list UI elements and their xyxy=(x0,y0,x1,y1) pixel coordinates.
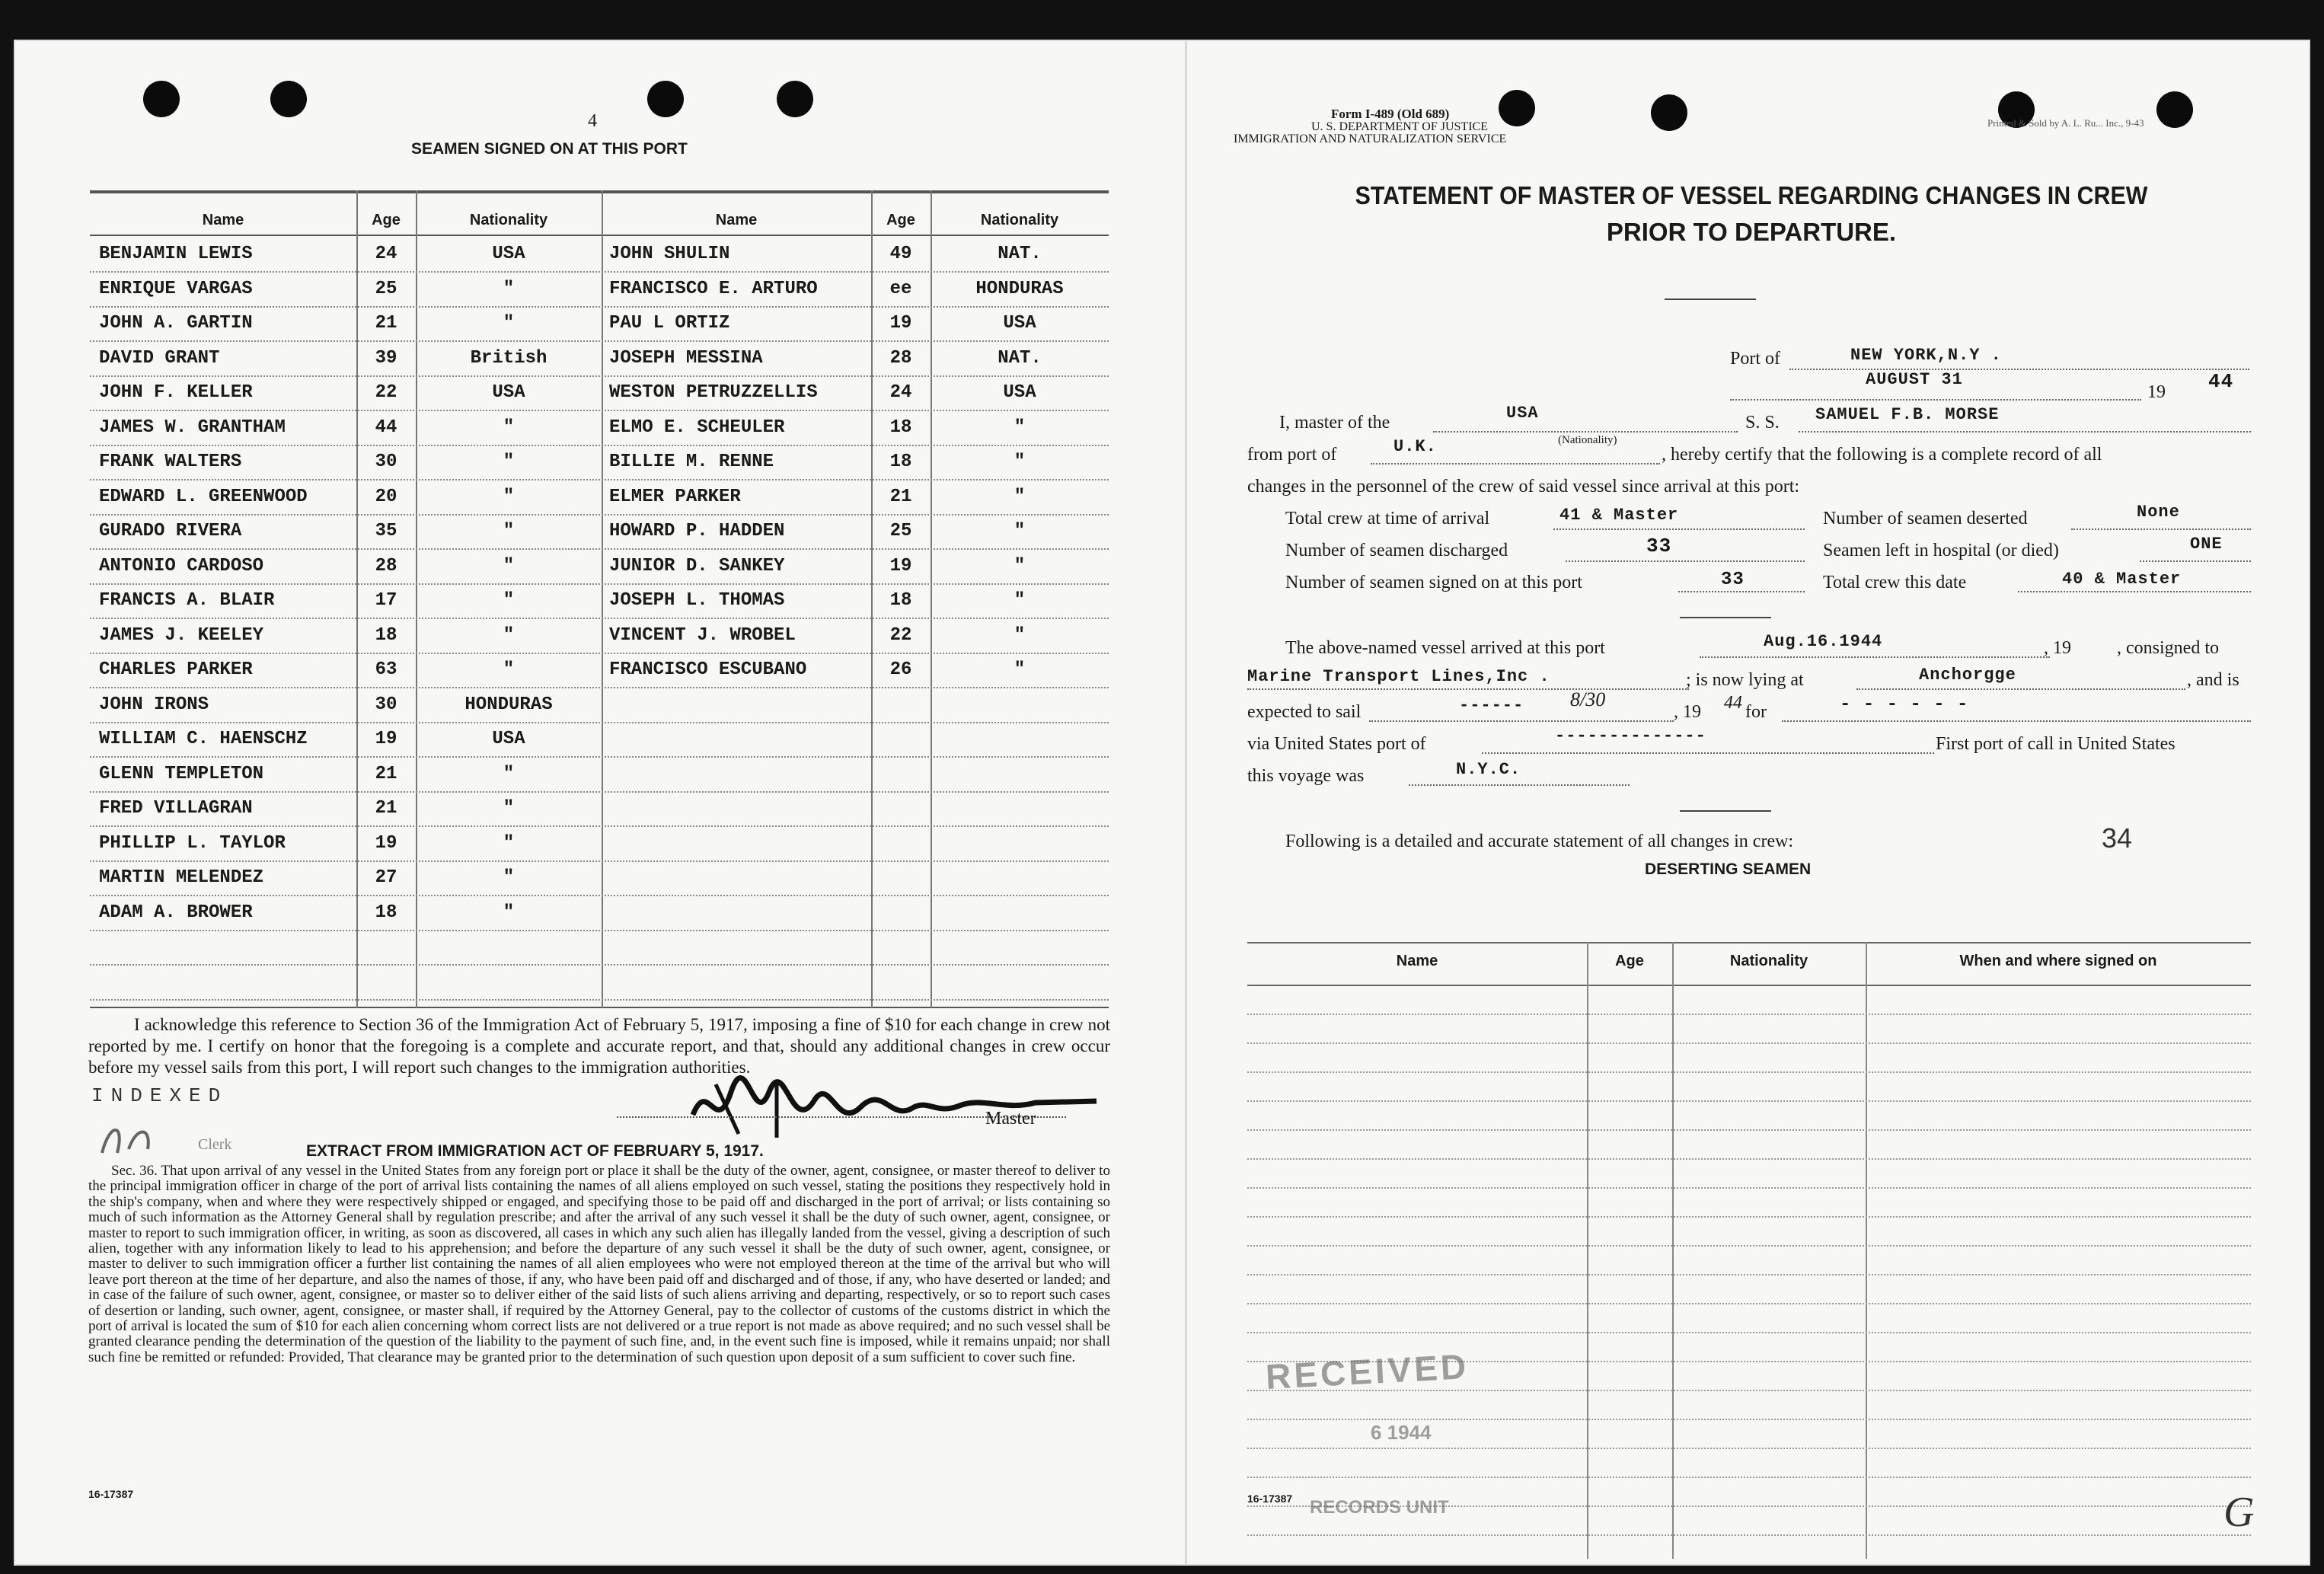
table-row xyxy=(90,827,1109,862)
form-number: Form I-489 (Old 689) xyxy=(1331,107,1450,121)
table-row xyxy=(90,515,1109,550)
seaman-age: 22 xyxy=(889,624,912,646)
seaman-name: ENRIQUE VARGAS xyxy=(99,278,253,299)
clerk-mark: Clerk xyxy=(198,1136,232,1153)
voyage-underline xyxy=(1409,784,1630,786)
seaman-age: 18 xyxy=(889,452,912,472)
consignee-value: Marine Transport Lines,Inc . xyxy=(1247,667,1550,686)
received-date-stamp: 6 1944 xyxy=(1371,1421,1432,1444)
date-underline xyxy=(1730,399,2141,401)
table-row xyxy=(90,619,1109,654)
seaman-nationality: " xyxy=(1014,417,1026,438)
table-row xyxy=(90,688,1109,723)
table-row xyxy=(90,931,1109,966)
blank-row-rule xyxy=(1247,1448,2251,1449)
clerk-handwriting xyxy=(94,1115,163,1161)
seaman-name: PAU L ORTIZ xyxy=(609,313,730,334)
document-sheet xyxy=(14,40,2310,1566)
lying-underline xyxy=(1856,688,2185,690)
header-name: Name xyxy=(202,212,244,228)
department: U. S. DEPARTMENT OF JUSTICE xyxy=(1311,120,1488,133)
page-number: 4 xyxy=(588,111,597,131)
master-of-label: I, master of the xyxy=(1279,413,1390,433)
seaman-nationality: " xyxy=(503,555,515,576)
blank-row-rule xyxy=(1247,1071,2251,1073)
voyage-label: this voyage was xyxy=(1247,766,1365,786)
seaman-name: ELMER PARKER xyxy=(609,486,741,507)
seaman-age: 19 xyxy=(375,729,397,749)
year-prefix: 19 xyxy=(2147,382,2166,402)
blank-row-rule xyxy=(1247,1158,2251,1160)
arrival-underline xyxy=(1553,528,1805,530)
first-port-label: First port of call in United States xyxy=(1936,734,2176,754)
seaman-age: 49 xyxy=(889,244,912,264)
seaman-age: 24 xyxy=(889,382,912,403)
table-row xyxy=(90,861,1109,896)
seaman-age: 44 xyxy=(375,417,397,438)
left-page-title: SEAMEN SIGNED ON AT THIS PORT xyxy=(411,140,688,158)
seaman-age: 21 xyxy=(375,798,397,819)
for-underline xyxy=(1782,720,2251,722)
total-crew-arrival-value: 41 & Master xyxy=(1559,506,1679,525)
blank-row-rule xyxy=(1247,1042,2251,1044)
seaman-nationality: USA xyxy=(1003,382,1036,403)
seaman-nationality: " xyxy=(1014,486,1026,507)
port-underline xyxy=(1789,369,2249,370)
blank-row-rule xyxy=(1247,1274,2251,1275)
table-row xyxy=(90,966,1109,1001)
expected-underline xyxy=(1369,720,1674,722)
deserting-seamen-table xyxy=(1247,942,2251,1559)
seaman-nationality: HONDURAS xyxy=(464,694,553,715)
blank-row-rule xyxy=(1247,1534,2251,1536)
page-divider xyxy=(1185,41,1187,1564)
certify-text: , hereby certify that the following is a complete record of all xyxy=(1662,445,2102,465)
expected-dash: ------ xyxy=(1459,696,1524,715)
seaman-nationality: USA xyxy=(492,244,525,264)
service: IMMIGRATION AND NATURALIZATION SERVICE xyxy=(1234,132,1507,145)
seaman-age: 19 xyxy=(889,313,912,334)
arrived-year-label: , 19 xyxy=(2044,638,2071,658)
lying-value: Anchorgge xyxy=(1919,666,2016,685)
seaman-age: 27 xyxy=(375,867,397,888)
consignee-underline xyxy=(1247,688,1689,690)
seaman-age: 63 xyxy=(375,659,397,680)
seaman-age: 28 xyxy=(375,555,397,576)
voyage-value: N.Y.C. xyxy=(1456,760,1521,779)
seaman-nationality: " xyxy=(503,902,515,923)
table-row xyxy=(90,411,1109,446)
changes-text: changes in the personnel of the crew of said vessel since arrival at this port: xyxy=(1247,477,1800,496)
hospital-value: ONE xyxy=(2190,535,2223,554)
table-row xyxy=(90,584,1109,619)
blank-row-rule xyxy=(1247,1245,2251,1247)
following-text: Following is a detailed and accurate statement of all changes in crew: xyxy=(1285,832,1794,851)
signed-on-value: 33 xyxy=(1721,570,1745,590)
and-is: , and is xyxy=(2187,670,2239,690)
hospital-underline xyxy=(2140,560,2251,562)
expected-label: expected to sail xyxy=(1247,702,1362,722)
header-name: Name xyxy=(715,212,758,228)
seaman-name: ADAM A. BROWER xyxy=(99,902,253,923)
table-row xyxy=(90,238,1109,273)
acknowledgement-text: I acknowledge this reference to Section 36 of the Immigration Act of February 5, 1917, imposing a fine of $10 for each change in crew not reported by me. I certify on honor that the foregoing is a complete and accurate report, and that, should any additional changes in crew occur before my vessel sails from this port, I will report such changes to the immigration authorities. xyxy=(88,1015,1110,1077)
discharged-value: 33 xyxy=(1646,535,1672,557)
table-row xyxy=(90,653,1109,688)
master-label: Master xyxy=(985,1109,1036,1129)
seaman-nationality: British xyxy=(470,347,547,369)
from-port-underline xyxy=(1371,463,1660,465)
table-row xyxy=(90,723,1109,758)
seaman-nationality: " xyxy=(503,278,515,299)
master-signature xyxy=(685,1069,1112,1153)
seaman-nationality: " xyxy=(503,590,515,611)
seaman-nationality: " xyxy=(503,521,515,541)
seaman-name: JUNIOR D. SANKEY xyxy=(609,555,785,576)
extract-title: EXTRACT FROM IMMIGRATION ACT OF FEBRUARY 5, 1917. xyxy=(306,1142,764,1160)
seaman-age: 30 xyxy=(375,452,397,472)
total-crew-arrival-label: Total crew at time of arrival xyxy=(1285,509,1490,528)
deserted-underline xyxy=(2071,528,2251,530)
seaman-name: JOSEPH MESSINA xyxy=(609,347,763,369)
header-nationality: Nationality xyxy=(980,212,1059,228)
via-value: -------------- xyxy=(1555,726,1706,745)
seaman-nationality: USA xyxy=(492,729,525,749)
blank-row-rule xyxy=(1247,1187,2251,1189)
seaman-age: ee xyxy=(889,278,912,299)
blank-row-rule xyxy=(1247,1014,2251,1015)
seaman-age: 18 xyxy=(375,624,397,646)
arrived-label: The above-named vessel arrived at this port xyxy=(1285,638,1605,658)
seaman-age: 26 xyxy=(889,659,912,680)
table-row xyxy=(90,896,1109,931)
binder-hole xyxy=(1651,94,1687,131)
nationality-note: (Nationality) xyxy=(1558,434,1617,446)
seaman-age: 22 xyxy=(375,382,397,403)
binder-hole xyxy=(1499,90,1535,126)
seaman-name: BENJAMIN LEWIS xyxy=(99,244,253,264)
expected-value: 8/30 xyxy=(1570,688,1606,710)
date-value: AUGUST 31 xyxy=(1866,370,1963,389)
seaman-name: VINCENT J. WROBEL xyxy=(609,624,796,646)
extract-lead: Sec. 36. xyxy=(111,1163,158,1179)
header-nationality: Nationality xyxy=(469,212,548,228)
title-rule xyxy=(1665,299,1756,300)
ship-underline xyxy=(1799,431,2251,433)
seaman-nationality: USA xyxy=(1003,313,1036,334)
records-unit-stamp: RECORDS UNIT xyxy=(1310,1497,1449,1518)
printer-credit: Printed & Sold by A. L. Ru... Inc., 9-43 xyxy=(1987,117,2144,129)
signed-on-label: Number of seamen signed on at this port xyxy=(1285,573,1582,592)
seaman-nationality: " xyxy=(503,659,515,680)
seaman-nationality: " xyxy=(1014,452,1026,472)
seaman-name: JOHN A. GARTIN xyxy=(99,313,253,334)
seaman-name: ANTONIO CARDOSO xyxy=(99,555,264,576)
seaman-name: WILLIAM C. HAENSCHZ xyxy=(99,729,308,749)
seaman-nationality: " xyxy=(503,417,515,438)
nationality-value: USA xyxy=(1506,404,1539,423)
seaman-age: 24 xyxy=(375,244,397,264)
table-row xyxy=(90,342,1109,377)
seaman-name: JAMES W. GRANTHAM xyxy=(99,417,286,438)
section-rule xyxy=(1680,810,1771,812)
seaman-nationality: " xyxy=(503,763,515,784)
for-label: for xyxy=(1745,702,1767,722)
table-row xyxy=(90,758,1109,793)
seaman-nationality: HONDURAS xyxy=(975,278,1064,299)
discharged-label: Number of seamen discharged xyxy=(1285,541,1508,560)
expected-year-label: , 19 xyxy=(1674,702,1701,722)
seaman-name: CHARLES PARKER xyxy=(99,659,253,680)
blank-row-rule xyxy=(1247,1216,2251,1218)
binder-hole xyxy=(777,81,813,117)
seaman-nationality: " xyxy=(1014,659,1026,680)
seamen-signed-on-table xyxy=(90,190,1109,1008)
discharged-underline xyxy=(1566,560,1805,562)
ss-label: S. S. xyxy=(1745,413,1780,433)
table-row xyxy=(90,273,1109,308)
handwritten-count: 34 xyxy=(2102,822,2133,854)
seaman-name: HOWARD P. HADDEN xyxy=(609,521,785,541)
seaman-name: WESTON PETRUZZELLIS xyxy=(609,382,818,403)
form-title: STATEMENT OF MASTER OF VESSEL REGARDING CHANGES IN CREW xyxy=(1355,181,2148,209)
received-stamp: RECEIVED xyxy=(1264,1346,1470,1397)
seaman-nationality: " xyxy=(503,867,515,888)
blank-row-rule xyxy=(1247,1100,2251,1102)
row-rule xyxy=(90,999,1109,1001)
seaman-name: JOHN F. KELLER xyxy=(99,382,253,403)
form-code-right: 16-17387 xyxy=(1247,1493,1293,1505)
port-value: NEW YORK,N.Y . xyxy=(1850,346,2002,365)
seaman-nationality: " xyxy=(503,798,515,819)
from-port-label: from port of xyxy=(1247,445,1337,465)
table-row xyxy=(90,445,1109,481)
seaman-age: 21 xyxy=(889,486,912,507)
seaman-nationality: " xyxy=(503,624,515,646)
total-crew-date-label: Total crew this date xyxy=(1823,573,1967,592)
seaman-nationality: " xyxy=(503,313,515,334)
nationality-underline xyxy=(1433,431,1738,433)
blank-row-rule xyxy=(1247,1477,2251,1478)
seaman-name: ELMO E. SCHEULER xyxy=(609,417,785,438)
seaman-age: 20 xyxy=(375,486,397,507)
binder-hole xyxy=(143,81,180,117)
from-port-value: U.K. xyxy=(1393,437,1437,456)
seaman-name: JOSEPH L. THOMAS xyxy=(609,590,785,611)
blank-row-rule xyxy=(1247,1129,2251,1131)
deserting-header-name: Name xyxy=(1396,953,1438,969)
seaman-name: BILLIE M. RENNE xyxy=(609,452,774,472)
seaman-age: 35 xyxy=(375,521,397,541)
seaman-age: 18 xyxy=(375,902,397,923)
seaman-nationality: NAT. xyxy=(998,244,1042,264)
arrived-value: Aug.16.1944 xyxy=(1764,632,1883,651)
seaman-nationality: " xyxy=(1014,555,1026,576)
seaman-name: FRANK WALTERS xyxy=(99,452,242,472)
seaman-name: GURADO RIVERA xyxy=(99,521,242,541)
table-row xyxy=(90,307,1109,342)
blank-row-rule xyxy=(1247,1303,2251,1304)
header-age: Age xyxy=(886,212,915,228)
seaman-name: PHILLIP L. TAYLOR xyxy=(99,832,286,854)
year-value: 44 xyxy=(2208,370,2234,393)
blank-row-rule xyxy=(1247,1332,2251,1333)
seaman-age: 28 xyxy=(889,347,912,369)
table-row xyxy=(90,792,1109,827)
seaman-age: 25 xyxy=(375,278,397,299)
ship-name: SAMUEL F.B. MORSE xyxy=(1815,405,2000,424)
seaman-age: 25 xyxy=(889,521,912,541)
binder-hole xyxy=(270,81,307,117)
seaman-name: JOHN SHULIN xyxy=(609,244,730,264)
form-title-line2: PRIOR TO DEPARTURE. xyxy=(1606,218,1897,246)
total-crew-date-value: 40 & Master xyxy=(2062,570,2182,589)
indexed-stamp: INDEXED xyxy=(91,1084,228,1107)
seaman-name: FRANCIS A. BLAIR xyxy=(99,590,275,611)
seaman-name: FRED VILLAGRAN xyxy=(99,798,253,819)
seaman-age: 18 xyxy=(889,590,912,611)
seaman-name: FRANCISCO ESCUBANO xyxy=(609,659,807,680)
seaman-name: DAVID GRANT xyxy=(99,347,220,369)
table-row xyxy=(90,481,1109,516)
seaman-name: GLENN TEMPLETON xyxy=(99,763,264,784)
port-label: Port of xyxy=(1730,349,1780,369)
seaman-name: JOHN IRONS xyxy=(99,694,209,715)
lying-label: ; is now lying at xyxy=(1686,670,1804,690)
signed-on-underline xyxy=(1678,591,1805,592)
seaman-age: 21 xyxy=(375,313,397,334)
seaman-name: MARTIN MELENDEZ xyxy=(99,867,264,888)
seaman-age: 18 xyxy=(889,417,912,438)
seaman-age: 30 xyxy=(375,694,397,715)
binder-hole xyxy=(647,81,684,117)
via-label: via United States port of xyxy=(1247,734,1426,754)
seaman-age: 17 xyxy=(375,590,397,611)
seaman-nationality: USA xyxy=(492,382,525,403)
extract-body: That upon arrival of any vessel in the United States from any foreign port or place it shall be the duty of the owner, agent, consignee, or master thereof to deliver to the principal immigration officer in charge of the port of arrival lists containing the names of all aliens employed on such vessel, stating the positions they respectively hold in the ship's company, when and where they were respectively shipped or engaged, and specifying those to be paid off and discharged in the port of arrival; or lists containing so much of such information as the Attorney General shall by regulation prescribe; and after the arrival of any such vessel it shall be the duty of such owner, agent, consignee, or master to report to such immigration officer, in writing, as soon as discovered, all cases in which any such alien has illegally landed from the vessel, giving a description of such alien, together with any information likely to lead to his apprehension; and before the departure of any such vessel it shall be the duty of such owner, agent, consignee, or master to deliver to such immigration officer a further list containing the names of all alien employees who were not employed thereon at the time of the arrival but who will leave port thereon at the time of her departure, and also the names of those, if any, who have been paid off and discharged and of those, if any, who have deserted or landed; and in case of the failure of such owner, agent, consignee, or master so to deliver either of the said lists of such aliens arriving and departing, respectively, or so to report such cases of desertion or landing, such owner, agent, consignee, or master shall, if required by the Attorney General, pay to the collector of customs of the customs district in which the port of arrival is located the sum of $10 for each alien concerning whom correct lists are not delivered or a true report is not made as above required; and no such vessel shall be granted clearance pending the determination of the question of the liability to the payment of such fine, and, in the event such fine is imposed, while it remains unpaid; nor shall such fine be remitted or refunded: Provided, That clearance may be granted prior to the determination of such question upon deposit of a sum sufficient to cover such fine. xyxy=(88,1163,1110,1365)
deserted-value: None xyxy=(2137,503,2180,522)
extract-text xyxy=(88,1164,1110,1365)
total-date-underline xyxy=(2018,591,2251,592)
seaman-nationality: " xyxy=(1014,624,1026,646)
seaman-nationality: " xyxy=(503,832,515,854)
hospital-label: Seamen left in hospital (or died) xyxy=(1823,541,2059,560)
table-row xyxy=(90,376,1109,411)
seaman-nationality: " xyxy=(503,452,515,472)
via-underline xyxy=(1482,752,1934,754)
header-age: Age xyxy=(372,212,401,228)
seaman-nationality: " xyxy=(1014,590,1026,611)
seaman-nationality: " xyxy=(503,486,515,507)
seaman-nationality: NAT. xyxy=(998,347,1042,369)
consigned-label: , consigned to xyxy=(2117,638,2219,658)
deserting-title: DESERTING SEAMEN xyxy=(1645,860,1812,878)
seaman-age: 19 xyxy=(375,832,397,854)
seaman-name: FRANCISCO E. ARTURO xyxy=(609,278,818,299)
form-code-left: 16-17387 xyxy=(88,1488,134,1500)
binder-hole xyxy=(2156,91,2193,128)
seaman-age: 39 xyxy=(375,347,397,369)
deserting-header-age: Age xyxy=(1615,953,1644,969)
arrived-underline xyxy=(1700,656,2050,658)
for-value: - - - - - - xyxy=(1840,694,1969,715)
seaman-nationality: " xyxy=(1014,521,1026,541)
table-row xyxy=(90,550,1109,585)
seaman-age: 19 xyxy=(889,555,912,576)
deserting-header-when-where: When and where signed on xyxy=(1959,953,2157,969)
deserted-label: Number of seamen deserted xyxy=(1823,509,2028,528)
seaman-age: 21 xyxy=(375,763,397,784)
blank-row-rule xyxy=(1247,1419,2251,1420)
seaman-name: JAMES J. KEELEY xyxy=(99,624,264,646)
section-rule xyxy=(1680,617,1771,618)
corner-initial: G xyxy=(2223,1489,2255,1536)
expected-year: 44 xyxy=(1724,693,1742,713)
deserting-header-nationality: Nationality xyxy=(1729,953,1808,969)
seaman-name: EDWARD L. GREENWOOD xyxy=(99,486,308,507)
